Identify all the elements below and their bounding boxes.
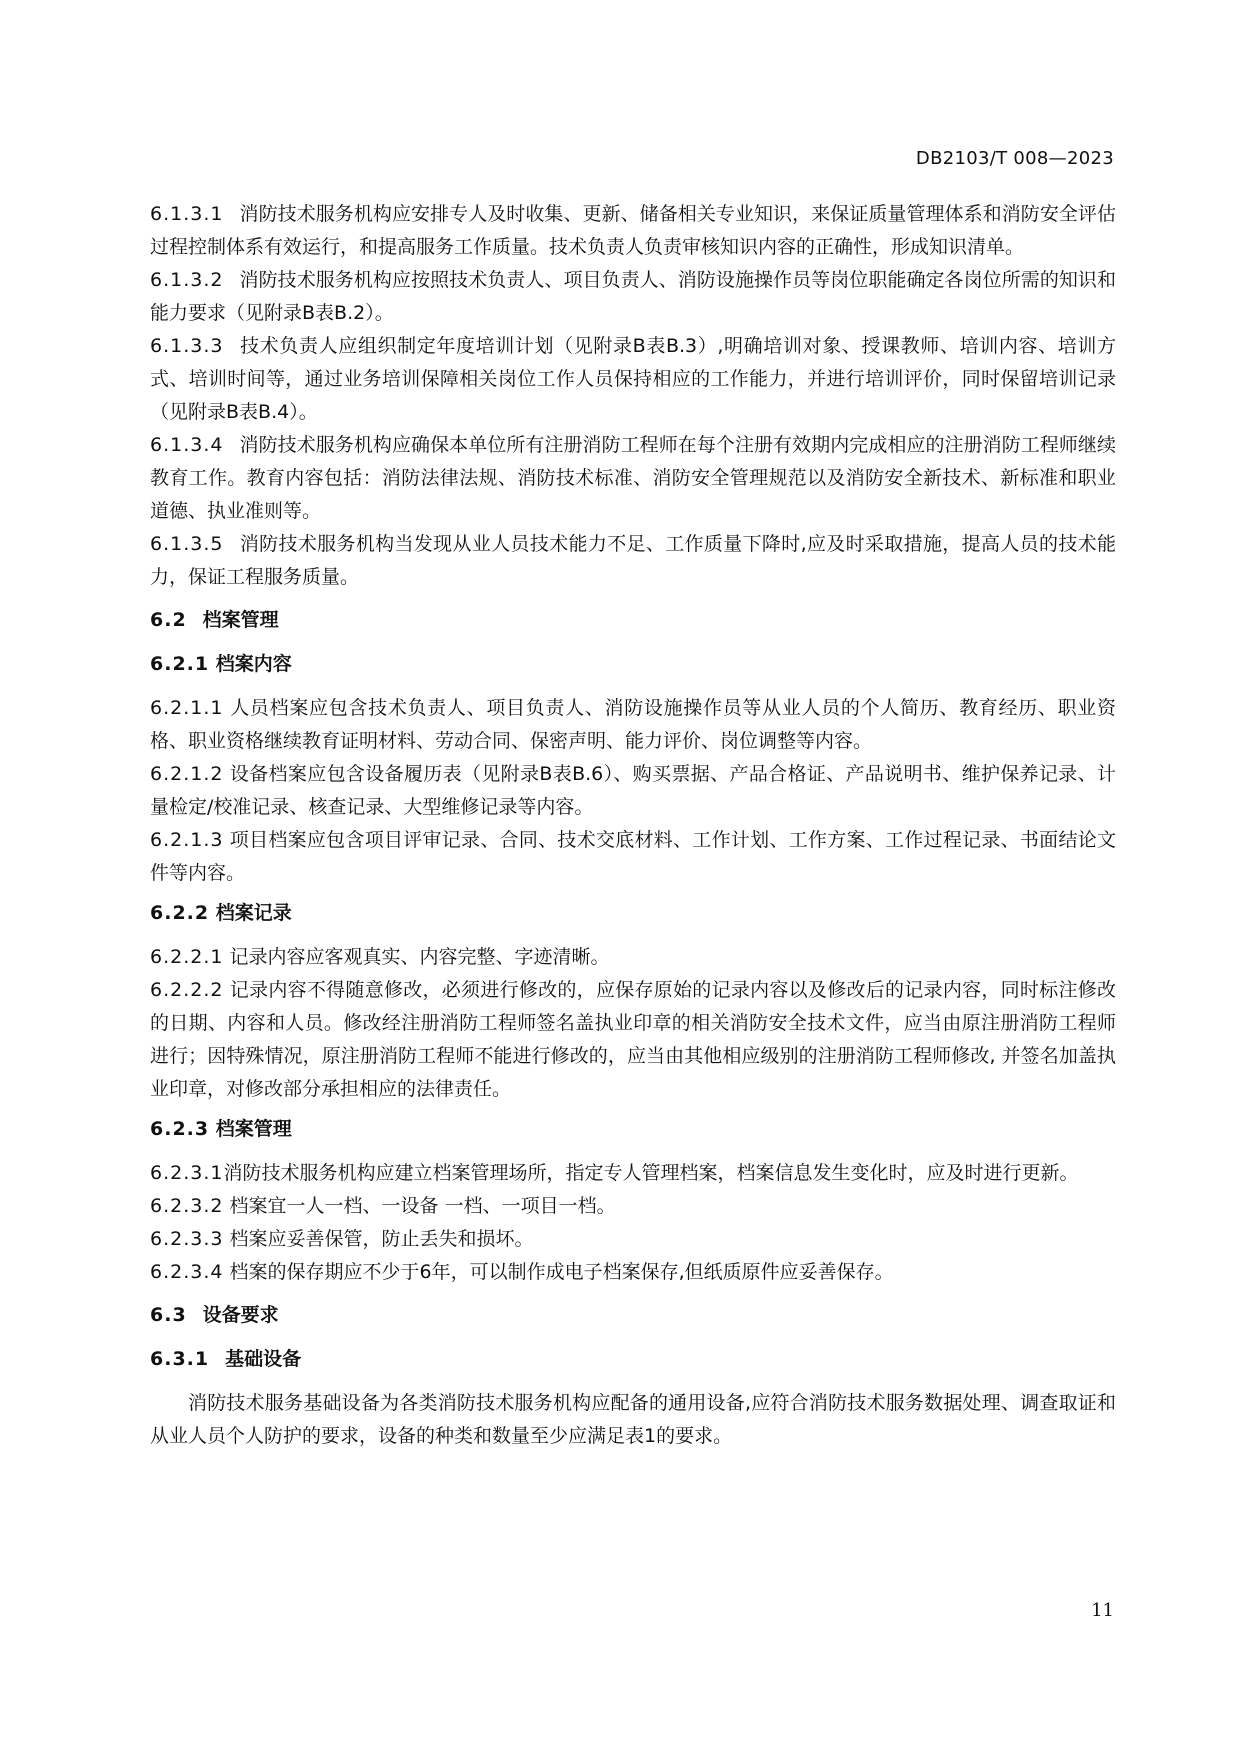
clause-6-2-2-2 (150, 974, 1116, 1106)
clause-text: 技术负责人应组织制定年度培训计划（见附录B表B.3）,明确培训对象、授课教师、培训内容、培训方式、培训时间等，通过业务培训保障相关岗位工作人员保持相应的工作能力，并进行培训评价，同时保留培训记录（见附录B表B.4）。 (150, 335, 1116, 423)
clause-number: 6.2.2.2 (150, 979, 224, 1001)
clause-text: 记录内容不得随意修改，必须进行修改的，应保存原始的记录内容以及修改后的记录内容，同时标注修改的日期、内容和人员。修改经注册消防工程师签名盖执业印章的相关消防安全技术文件，应当由原注册消防工程师进行；因特殊情况，原注册消防工程师不能进行修改的，应当由其他相应级别的注册消防工程师修改, 并签名加盖执业印章，对修改部分承担相应的法律责任。 (150, 979, 1116, 1100)
clause-6-1-3-3 (150, 330, 1116, 429)
clause-6-2-3-3 (150, 1223, 1116, 1256)
heading-6-3-1 (150, 1343, 1116, 1376)
clause-number: 6.1.3.3 (150, 335, 224, 357)
clause-text: 消防技术服务机构应建立档案管理场所，指定专人管理档案，档案信息发生变化时，应及时进行更新。 (223, 1162, 1079, 1184)
body-paragraph: 消防技术服务基础设备为各类消防技术服务机构应配备的通用设备,应符合消防技术服务数据处理、调查取证和从业人员个人防护的要求，设备的种类和数量至少应满足表1的要求。 (150, 1392, 1116, 1447)
heading-6-2-2 (150, 897, 1116, 930)
clause-6-1-3-5 (150, 528, 1116, 594)
document-body (150, 198, 1116, 1453)
clause-number: 6.2.3.1 (150, 1162, 224, 1184)
clause-number: 6.1.3.5 (150, 533, 224, 555)
clause-text: 项目档案应包含项目评审记录、合同、技术交底材料、工作计划、工作方案、工作过程记录、书面结论文件等内容。 (150, 829, 1116, 884)
clause-6-2-3-4 (150, 1256, 1116, 1289)
heading-number: 6.3.1 (150, 1348, 210, 1370)
clause-6-1-3-4 (150, 429, 1116, 528)
clause-number: 6.2.1.1 (150, 697, 224, 719)
clause-number: 6.2.1.2 (150, 763, 224, 785)
clause-number: 6.1.3.2 (150, 269, 224, 291)
clause-number: 6.2.2.1 (150, 946, 224, 968)
heading-text: 设备要求 (202, 1304, 279, 1326)
heading-number: 6.3 (150, 1304, 187, 1326)
clause-text: 记录内容应客观真实、内容完整、字迹清晰。 (229, 946, 610, 968)
clause-number: 6.1.3.1 (150, 203, 224, 225)
heading-6-2-1 (150, 648, 1116, 681)
clause-6-2-3-1 (150, 1157, 1116, 1190)
heading-6-2-3 (150, 1113, 1116, 1146)
clause-number: 6.2.1.3 (150, 829, 224, 851)
clause-text: 消防技术服务机构应确保本单位所有注册消防工程师在每个注册有效期内完成相应的注册消防工程师继续教育工作。教育内容包括：消防法律法规、消防技术标准、消防安全管理规范以及消防安全新技术、新标准和职业道德、执业准则等。 (150, 434, 1116, 522)
heading-text: 档案记录 (215, 902, 292, 924)
clause-number: 6.2.3.4 (150, 1261, 224, 1283)
clause-text: 档案宜一人一档、一设备 一档、一项目一档。 (229, 1195, 616, 1217)
clause-6-2-1-1 (150, 692, 1116, 758)
clause-text: 消防技术服务机构当发现从业人员技术能力不足、工作质量下降时,应及时采取措施，提高人员的技术能力，保证工程服务质量。 (150, 533, 1116, 588)
clause-6-2-2-1 (150, 941, 1116, 974)
clause-text: 消防技术服务机构应安排专人及时收集、更新、储备相关专业知识，来保证质量管理体系和消防安全评估过程控制体系有效运行，和提高服务工作质量。技术负责人负责审核知识内容的正确性，形成知识清单。 (150, 203, 1116, 258)
clause-text: 档案的保存期应不少于6年，可以制作成电子档案保存,但纸质原件应妥善保存。 (229, 1261, 894, 1283)
heading-number: 6.2.2 (150, 902, 210, 924)
heading-number: 6.2.3 (150, 1118, 210, 1140)
clause-number: 6.2.3.3 (150, 1228, 224, 1250)
clause-text: 人员档案应包含技术负责人、项目负责人、消防设施操作员等从业人员的个人简历、教育经历、职业资格、职业资格继续教育证明材料、劳动合同、保密声明、能力评价、岗位调整等内容。 (150, 697, 1116, 752)
heading-text: 档案管理 (202, 609, 279, 631)
clause-6-2-1-2 (150, 758, 1116, 824)
document-code: DB2103/T 008—2023 (915, 148, 1114, 169)
clause-number: 6.2.3.2 (150, 1195, 224, 1217)
heading-text: 档案管理 (215, 1118, 292, 1140)
clause-6-1-3-1 (150, 198, 1116, 264)
clause-6-2-3-2 (150, 1190, 1116, 1223)
heading-number: 6.2 (150, 609, 187, 631)
heading-number: 6.2.1 (150, 653, 210, 675)
clause-number: 6.1.3.4 (150, 434, 224, 456)
clause-6-2-1-3 (150, 824, 1116, 890)
heading-text: 档案内容 (215, 653, 292, 675)
page-number: 11 (1091, 1600, 1114, 1621)
heading-6-3 (150, 1299, 1116, 1332)
clause-6-1-3-2 (150, 264, 1116, 330)
clause-text: 设备档案应包含设备履历表（见附录B表B.6）、购买票据、产品合格证、产品说明书、维护保养记录、计量检定/校准记录、核查记录、大型维修记录等内容。 (150, 763, 1116, 818)
heading-6-2 (150, 604, 1116, 637)
clause-text: 消防技术服务机构应按照技术负责人、项目负责人、消防设施操作员等岗位职能确定各岗位所需的知识和能力要求（见附录B表B.2）。 (150, 269, 1116, 324)
clause-text: 档案应妥善保管，防止丢失和损坏。 (229, 1228, 534, 1250)
heading-text: 基础设备 (225, 1348, 302, 1370)
